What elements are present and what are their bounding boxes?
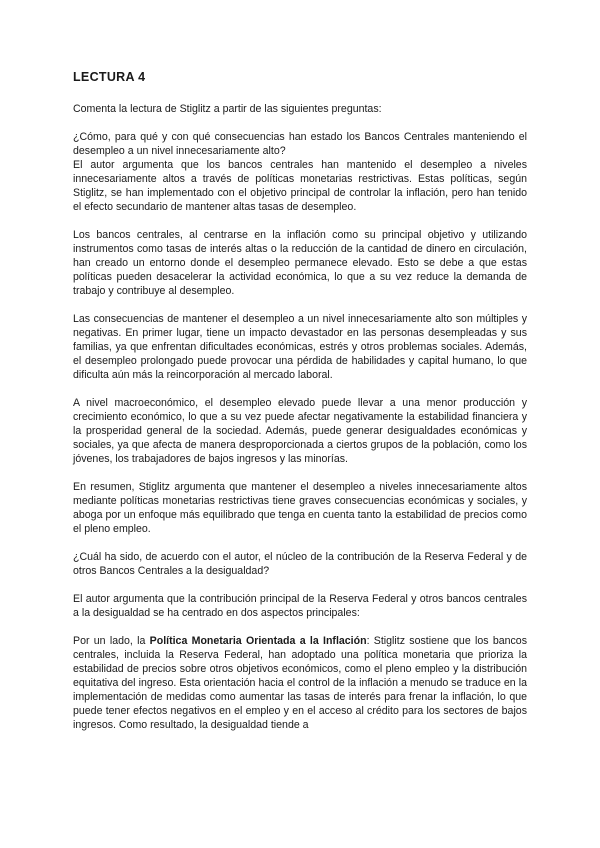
answer-2-point-1-text: : Stiglitz sostiene que los bancos centrales, incluida la Reserva Federal, han adoptado una política monetaria que prioriza la estabilidad de precios sobre otros objetivos económicos, como el pleno empleo y la distribución equitativa del ingreso. Esta orientación hacia el control de la inflación a menudo se traduce en la implementación de medidas como aumentar las tasas de interés para frenar la inflación, lo que puede tener efectos negativos en el empleo y en el acceso al crédito para los sectores de bajos ingresos. Como resultado, la desigualdad tiende a xyxy=(73,635,527,731)
answer-1-paragraph-4: A nivel macroeconómico, el desempleo elevado puede llevar a una menor producción y crecimiento económico, lo que a su vez puede afectar negativamente la estabilidad financiera y la prosperidad general de la sociedad. Además, puede generar desigualdades económicas y sociales, ya que afecta de manera desproporcionada a ciertos grupos de la población, como los jóvenes, los trabajadores de bajos ingresos y las minorías. xyxy=(73,397,527,465)
answer-2-point-1 xyxy=(73,634,527,732)
answer-1-paragraph-3: Las consecuencias de mantener el desempleo a un nivel innecesariamente alto son múltiples y negativas. En primer lugar, tiene un impacto devastador en las personas desempleadas y sus familias, ya que enfrentan dificultades económicas, estrés y otros problemas sociales. Además, el desempleo prolongado puede provocar una pérdida de habilidades y capital humano, lo que dificulta aún más la reincorporación al mercado laboral. xyxy=(73,313,527,381)
document-title: LECTURA 4 xyxy=(73,70,146,84)
answer-2-point-1-prefix: Por un lado, la xyxy=(73,635,150,647)
answer-2-point-1-heading: Política Monetaria Orientada a la Inflación xyxy=(149,635,367,647)
question-2: ¿Cuál ha sido, de acuerdo con el autor, el núcleo de la contribución de la Reserva Federal y de otros Bancos Centrales a la desigualdad? xyxy=(73,551,527,577)
answer-2-intro: El autor argumenta que la contribución principal de la Reserva Federal y otros bancos centrales a la desigualdad se ha centrado en dos aspectos principales: xyxy=(73,593,527,619)
intro-paragraph: Comenta la lectura de Stiglitz a partir de las siguientes preguntas: xyxy=(73,103,382,115)
question-1: ¿Cómo, para qué y con qué consecuencias han estado los Bancos Centrales manteniendo el desempleo a un nivel innecesariamente alto? xyxy=(73,131,527,157)
answer-1-paragraph-2: Los bancos centrales, al centrarse en la inflación como su principal objetivo y utilizando instrumentos como tasas de interés altas o la reducción de la cantidad de dinero en circulación, han creado un entorno donde el desempleo permanece elevado. Esto se debe a que estas políticas pueden desacelerar la actividad económica, lo que a su vez reduce la demanda de trabajo y contribuye al desempleo. xyxy=(73,229,527,297)
answer-1-paragraph-5: En resumen, Stiglitz argumenta que mantener el desempleo a niveles innecesariamente altos mediante políticas monetarias restrictivas tiene graves consecuencias económicas y sociales, y aboga por un enfoque más equilibrado que tenga en cuenta tanto la estabilidad de precios como el pleno empleo. xyxy=(73,481,527,535)
answer-1-paragraph-1: El autor argumenta que los bancos centrales han mantenido el desempleo a niveles innecesariamente altos a través de políticas monetarias restrictivas. Estas políticas, según Stiglitz, se han implementado con el objetivo principal de controlar la inflación, pero han tenido el efecto secundario de mantener altas tasas de desempleo. xyxy=(73,159,527,213)
